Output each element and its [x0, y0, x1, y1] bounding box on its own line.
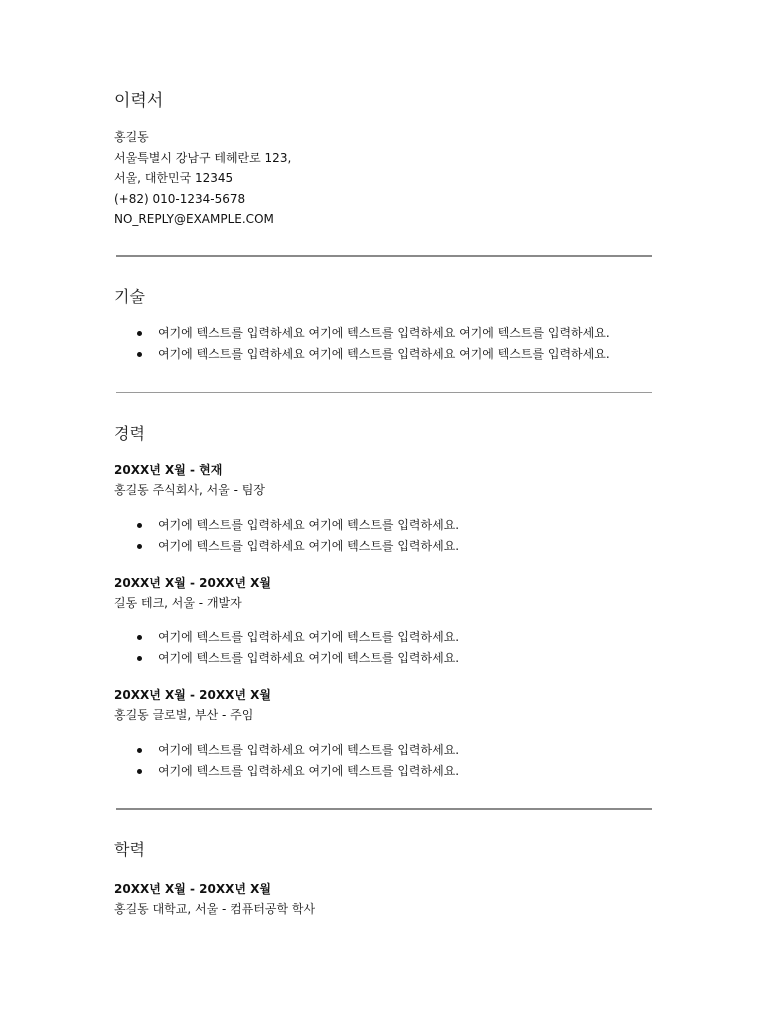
job-date: 20XX년 X월 - 20XX년 X월 — [114, 688, 271, 702]
list-item: 여기에 텍스트를 입력하세요 여기에 텍스트를 입력하세요. — [114, 627, 459, 648]
list-item: 여기에 텍스트를 입력하세요 여기에 텍스트를 입력하세요. — [114, 761, 459, 782]
list-item: 여기에 텍스트를 입력하세요 여기에 텍스트를 입력하세요 여기에 텍스트를 입력하세요. — [114, 344, 610, 365]
job-org: 길동 테크, 서울 - 개발자 — [114, 596, 242, 610]
list-item: 여기에 텍스트를 입력하세요 여기에 텍스트를 입력하세요. — [114, 515, 459, 536]
document-title: 이력서 — [114, 91, 164, 111]
education-date: 20XX년 X월 - 20XX년 X월 — [114, 882, 271, 896]
job-date: 20XX년 X월 - 현재 — [114, 463, 223, 477]
contact-address-line2: 서울, 대한민국 12345 — [114, 171, 234, 185]
list-item: 여기에 텍스트를 입력하세요 여기에 텍스트를 입력하세요. — [114, 536, 459, 557]
list-item: 여기에 텍스트를 입력하세요 여기에 텍스트를 입력하세요. — [114, 648, 459, 669]
contact-block — [114, 127, 291, 230]
contact-address-line1: 서울특별시 강남구 테헤란로 123, — [114, 150, 292, 165]
divider-contact — [116, 255, 652, 257]
contact-phone: (+82) 010-1234-5678 — [114, 191, 246, 206]
divider-skills — [116, 392, 652, 393]
list-item: 여기에 텍스트를 입력하세요 여기에 텍스트를 입력하세요. — [114, 740, 459, 761]
job-org: 홍길동 주식회사, 서울 - 팀장 — [114, 483, 265, 497]
job-date: 20XX년 X월 - 20XX년 X월 — [114, 576, 271, 590]
section-heading-skills: 기술 — [114, 287, 145, 306]
section-heading-experience: 경력 — [114, 424, 145, 443]
divider-experience — [116, 808, 652, 810]
list-item: 여기에 텍스트를 입력하세요 여기에 텍스트를 입력하세요 여기에 텍스트를 입력하세요. — [114, 323, 610, 344]
contact-email: NO_REPLY@EXAMPLE.COM — [114, 212, 274, 226]
job-bullets — [114, 515, 459, 556]
education-org: 홍길동 대학교, 서울 - 컴퓨터공학 학사 — [114, 902, 316, 916]
contact-name: 홍길동 — [114, 130, 149, 144]
job-bullets — [114, 740, 459, 781]
job-bullets — [114, 627, 459, 668]
skills-list — [114, 323, 610, 364]
job-org: 홍길동 글로벌, 부산 - 주임 — [114, 708, 254, 722]
section-heading-education: 학력 — [114, 840, 145, 859]
